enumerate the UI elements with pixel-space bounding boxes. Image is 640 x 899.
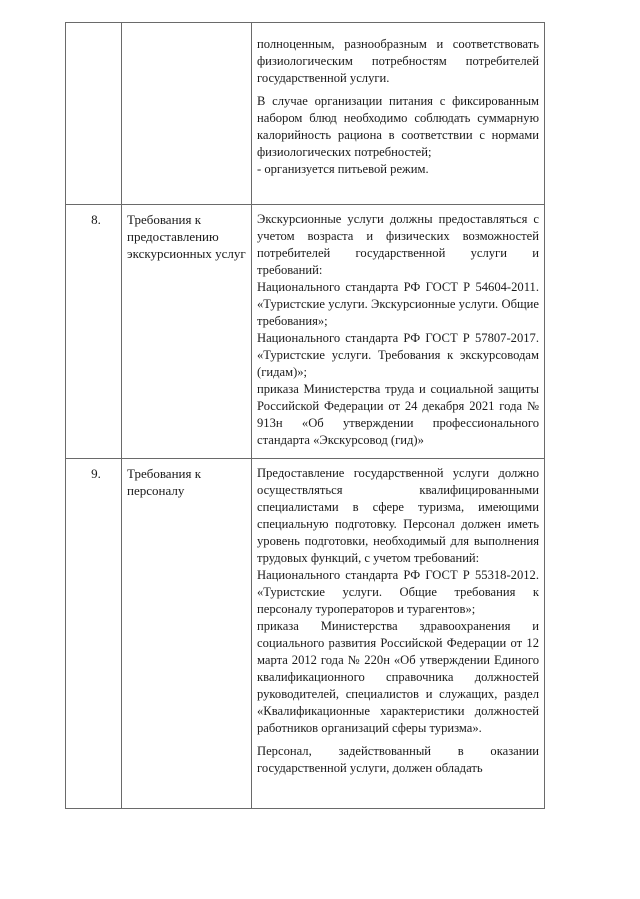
paragraph: Национального стандарта РФ ГОСТ Р 54604-2011. «Туристские услуги. Экскурсионные услуги. Общие требования»; bbox=[257, 280, 539, 328]
row-divider-9 bbox=[65, 458, 545, 459]
paragraph: полноценным, разнообразным и соответствовать физиологическим потребностям потребителей государственной услуги. bbox=[257, 37, 539, 85]
paragraph: В случае организации питания с фиксированным набором блюд необходимо соблюдать суммарную калорийность рациона в соответствии с нормами физиологических потребностей; bbox=[257, 94, 539, 159]
continued-row-description bbox=[257, 36, 539, 178]
paragraph: Экскурсионные услуги должны предоставляться с учетом возраста и физических возможностей потребителей государственной услуги и требований: bbox=[257, 212, 539, 277]
paragraph: Предоставление государственной услуги должно осуществляться квалифицированными специалистами в сфере туризма, имеющими специальную подготовку. Персонал должен иметь уровень подготовки, необходимый для выполнения трудовых функций, с учетом требований: bbox=[257, 466, 539, 565]
paragraph: приказа Министерства труда и социальной защиты Российской Федерации от 24 декабря 2021 года № 913н «Об утверждении профессионального стандарта «Экскурсовод (гид)» bbox=[257, 382, 539, 447]
paragraph: Национального стандарта РФ ГОСТ Р 55318-2012. «Туристские услуги. Общие требования к персоналу туроператоров и турагентов»; bbox=[257, 568, 539, 616]
requirement-title: Требования к предоставлению экскурсионных услуг bbox=[127, 212, 246, 261]
requirement-title: Требования к персоналу bbox=[127, 466, 202, 498]
row-number: 8. bbox=[91, 212, 101, 227]
row-number: 9. bbox=[91, 466, 101, 481]
table-bottom-border bbox=[65, 808, 545, 809]
paragraph: Национального стандарта РФ ГОСТ Р 57807-2017. «Туристские услуги. Требования к экскурсоводам (гидам)»; bbox=[257, 331, 539, 379]
paragraph: - организуется питьевой режим. bbox=[257, 162, 429, 176]
requirement-description bbox=[257, 211, 539, 449]
col-border-1 bbox=[121, 22, 122, 808]
paragraph: Персонал, задействованный в оказании государственной услуги, должен обладать bbox=[257, 744, 539, 775]
requirement-description bbox=[257, 465, 539, 777]
col-border-right bbox=[544, 22, 545, 808]
col-border-left bbox=[65, 22, 66, 808]
paragraph: приказа Министерства здравоохранения и социального развития Российской Федерации от 12 марта 2012 года № 220н «Об утверждении Единого квалификационного справочника должностей руководителей, специалистов и служащих, раздел «Квалификационные характеристики должностей работников организаций сферы туризма». bbox=[257, 619, 539, 735]
col-border-2 bbox=[251, 22, 252, 808]
row-divider-8 bbox=[65, 204, 545, 205]
table-top-border bbox=[65, 22, 545, 23]
